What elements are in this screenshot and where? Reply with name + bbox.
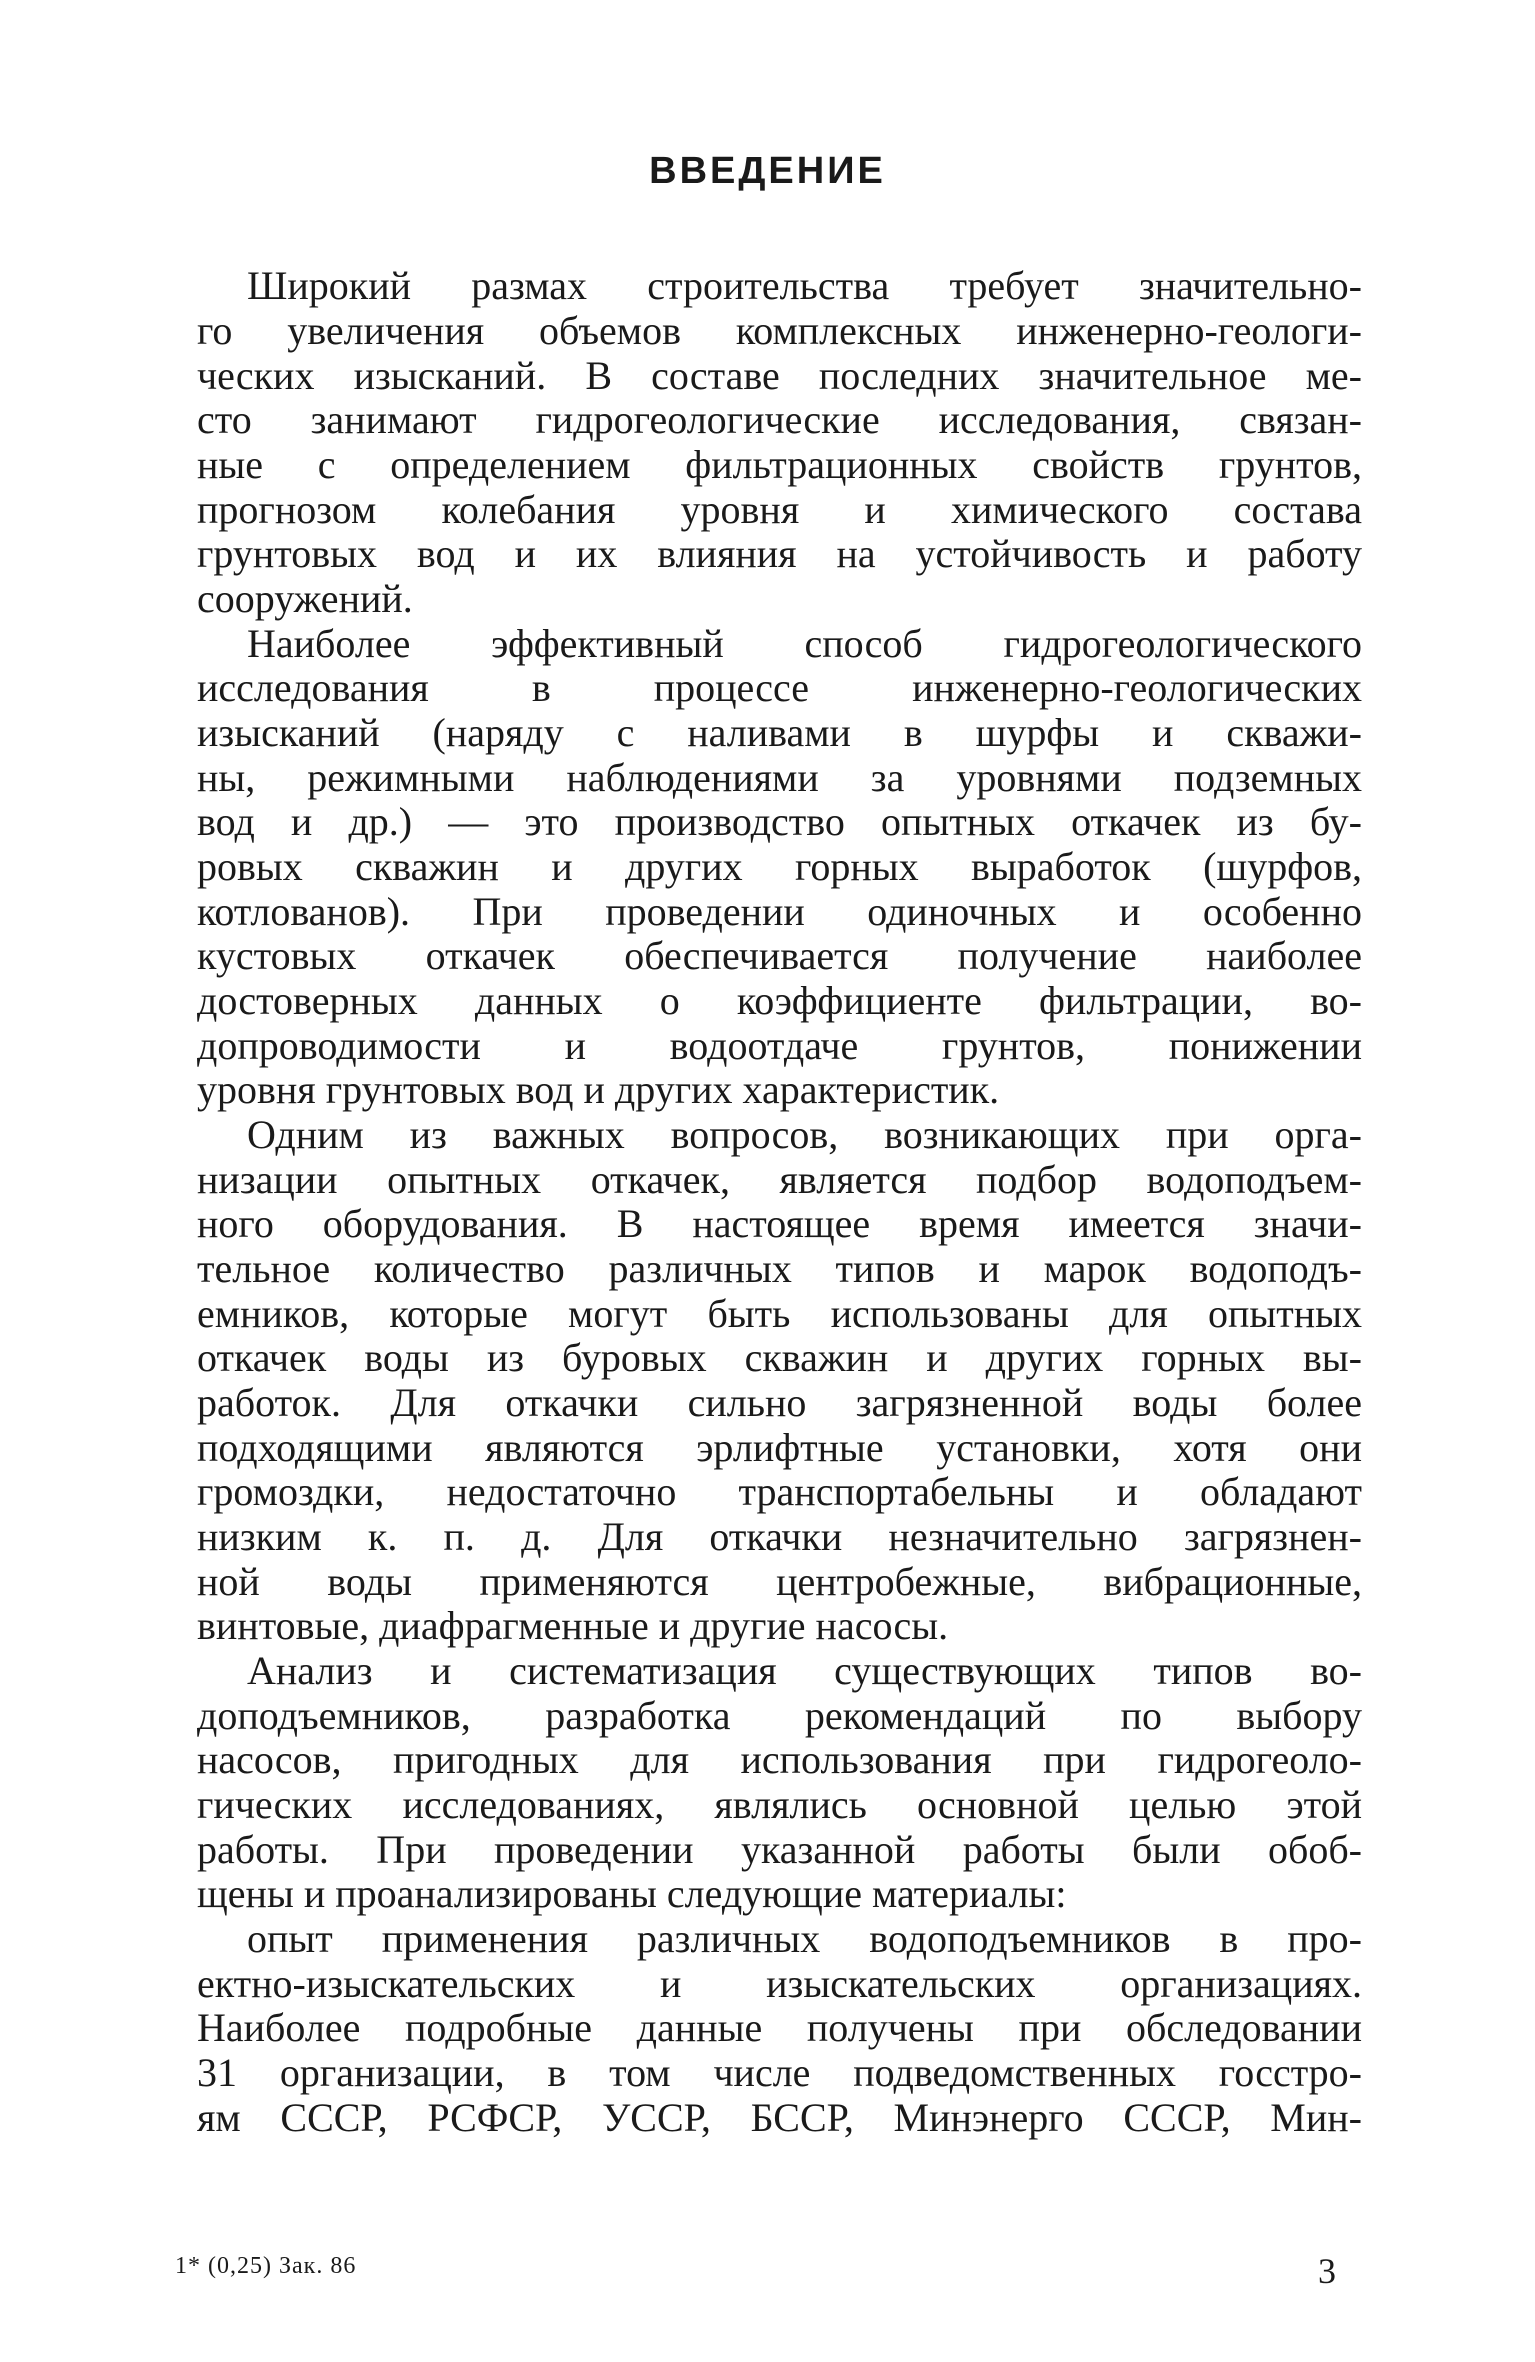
text-line: подходящими являются эрлифтные установки, хотя они (197, 1425, 1362, 1470)
text-line: Широкий размах строительства требует значительно- (247, 263, 1362, 308)
text-line: ектно-изыскательских и изыскательских организациях. (197, 1961, 1362, 2006)
text-line: кустовых откачек обеспечивается получение наиболее (197, 933, 1362, 978)
text-line: насосов, пригодных для использования при гидрогеоло- (197, 1737, 1362, 1782)
text-line: достоверных данных о коэффициенте фильтрации, во- (197, 978, 1362, 1023)
text-line: уровня грунтовых вод и других характеристик. (197, 1067, 1000, 1112)
text-line: Наиболее эффективный способ гидрогеологического (247, 621, 1362, 666)
text-line: опыт применения различных водоподъемников в про- (247, 1916, 1362, 1961)
text-line: щены и проанализированы следующие материалы: (197, 1871, 1067, 1916)
text-line: сто занимают гидрогеологические исследования, связан- (197, 397, 1362, 442)
text-line: ны, режимными наблюдениями за уровнями подземных (197, 755, 1362, 800)
text-line: го увеличения объемов комплексных инженерно-геологи- (197, 308, 1362, 353)
text-line: громоздки, недостаточно транспортабельны и обладают (197, 1469, 1362, 1514)
page-number: 3 (1318, 2251, 1336, 2291)
text-line: Анализ и систематизация существующих типов во- (247, 1648, 1362, 1693)
text-line: ям СССР, РСФСР, УССР, БССР, Минэнерго СССР, Мин- (197, 2095, 1362, 2140)
text-line: 31 организации, в том числе подведомственных госстро- (197, 2050, 1362, 2095)
text-line: допроводимости и водоотдаче грунтов, понижении (197, 1023, 1362, 1068)
text-line: котлованов). При проведении одиночных и особенно (197, 889, 1362, 934)
text-line: работок. Для откачки сильно загрязненной воды более (197, 1380, 1362, 1425)
text-line: Одним из важных вопросов, возникающих при орга- (247, 1112, 1362, 1157)
text-line: Наиболее подробные данные получены при обследовании (197, 2005, 1362, 2050)
text-line: тельное количество различных типов и марок водоподъ- (197, 1246, 1362, 1291)
print-signature: 1* (0,25) Зак. 86 (175, 2253, 357, 2279)
text-line: прогнозом колебания уровня и химического состава (197, 487, 1362, 532)
text-line: откачек воды из буровых скважин и других горных вы- (197, 1335, 1362, 1380)
text-line: низации опытных откачек, является подбор водоподъем- (197, 1157, 1362, 1202)
page-title: ВВЕДЕНИЕ (649, 150, 886, 192)
text-line: емников, которые могут быть использованы для опытных (197, 1291, 1362, 1336)
text-line: изысканий (наряду с наливами в шурфы и скважи- (197, 710, 1362, 755)
text-line: работы. При проведении указанной работы были обоб- (197, 1827, 1362, 1872)
text-line: ной воды применяются центробежные, вибрационные, (197, 1559, 1362, 1604)
text-line: грунтовых вод и их влияния на устойчивость и работу (197, 531, 1362, 576)
text-line: доподъемников, разработка рекомендаций по выбору (197, 1693, 1362, 1738)
text-line: ного оборудования. В настоящее время имеется значи- (197, 1201, 1362, 1246)
text-line: гических исследованиях, являлись основной целью этой (197, 1782, 1362, 1827)
text-line: исследования в процессе инженерно-геологических (197, 665, 1362, 710)
text-line: сооружений. (197, 576, 413, 621)
text-line: низким к. п. д. Для откачки незначительно загрязнен- (197, 1514, 1362, 1559)
text-line: вод и др.) — это производство опытных откачек из бу- (197, 799, 1362, 844)
text-line: винтовые, диафрагменные и другие насосы. (197, 1603, 949, 1648)
text-line: ровых скважин и других горных выработок (шурфов, (197, 844, 1362, 889)
text-line: ческих изысканий. В составе последних значительное ме- (197, 353, 1362, 398)
text-line: ные с определением фильтрационных свойств грунтов, (197, 442, 1362, 487)
